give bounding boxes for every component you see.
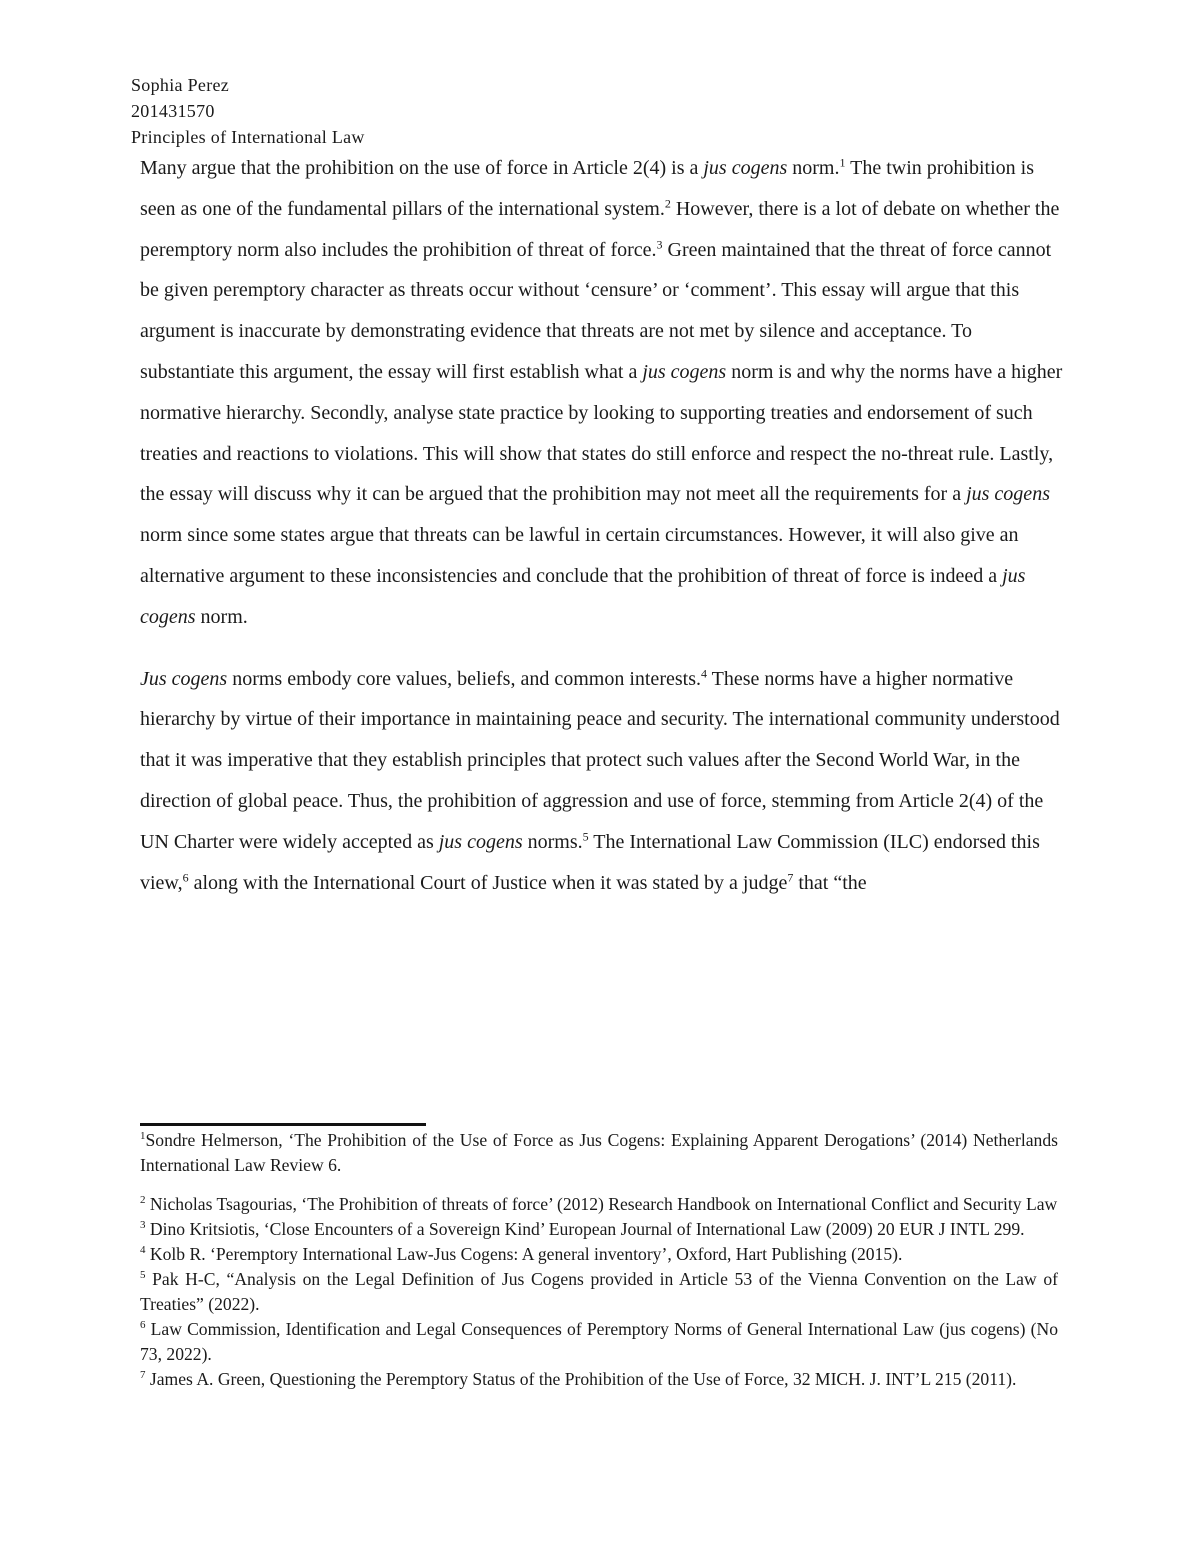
- essay-body: [140, 148, 1065, 903]
- footnote-text: Nicholas Tsagourias, ‘The Prohibition of threats of force’ (2012) Research Handbook on International Conflict and Security Law: [145, 1194, 1058, 1214]
- text-run: These norms have a higher normative hierarchy by virtue of their importance in maintaining peace and security. The international community understood that it was imperative that they establish principles that protect such values after the Second World War, in the direction of global peace. Thus, the prohibition of aggression and use of force, stemming from Article 2(4) of the UN Charter were widely accepted as: [140, 667, 1060, 853]
- footnote-number: 7: [140, 1369, 146, 1382]
- text-run: norms.: [522, 830, 583, 853]
- paragraph-intro: [140, 148, 1065, 638]
- text-run: norm is and why the norms have a higher normative hierarchy. Secondly, analyse state practice by looking to supporting treaties and endorsement of such treaties and reactions to violations. This will show that states do still enforce and respect the no-threat rule. Lastly, the essay will discuss why it can be argued that the prohibition may not meet all the requirements for a: [140, 360, 1063, 506]
- footnote-text: Pak H-C, “Analysis on the Legal Definition of Jus Cogens provided in Article 53 of the Vienna Convention on the Law of Treaties” (2022).: [140, 1269, 1058, 1314]
- text-run: norm since some states argue that threats can be lawful in certain circumstances. However, it will also give an alternative argument to these inconsistencies and conclude that the prohibition of threat of force is indeed a: [140, 524, 1019, 587]
- text-run: along with the International Court of Justice when it was stated by a judge: [188, 871, 788, 894]
- footnote-number: 1: [140, 1130, 146, 1143]
- text-run: norm.: [195, 605, 248, 628]
- footnote-number: 4: [140, 1244, 146, 1257]
- footnote-number: 6: [140, 1319, 146, 1332]
- footnote-6: [140, 1317, 1058, 1367]
- footnote-ref-5[interactable]: 5: [582, 829, 589, 844]
- text-run: However, there is a lot of debate on whether the peremptory norm also includes the prohibition of threat of force.: [140, 197, 1060, 261]
- footnote-4: [140, 1242, 1058, 1267]
- footnote-text: Dino Kritsiotis, ‘Close Encounters of a Sovereign Kind’ European Journal of International Law (2009) 20 EUR J INTL 299.: [145, 1219, 1025, 1239]
- footnote-7: [140, 1367, 1058, 1392]
- footnote-separator: [140, 1123, 426, 1126]
- text-run: norms embody core values, beliefs, and common interests.: [227, 667, 701, 690]
- italic-term: jus cogens: [966, 483, 1050, 506]
- footnote-ref-2[interactable]: 2: [664, 196, 671, 211]
- text-run: norm.: [787, 157, 840, 179]
- footnote-number: 5: [140, 1269, 146, 1282]
- footnote-text: Sondre Helmerson, ‘The Prohibition of the Use of Force as Jus Cogens: Explaining Apparent Derogations’ (2014) Netherlands International Law Review 6.: [140, 1130, 1058, 1175]
- italic-term: Jus cogens: [140, 667, 228, 690]
- footnote-ref-6[interactable]: 6: [182, 869, 189, 884]
- footnote-5: [140, 1267, 1058, 1317]
- footnote-number: 3: [140, 1219, 146, 1232]
- footnote-ref-1[interactable]: 1: [839, 155, 846, 170]
- course-title: Principles of International Law: [131, 127, 365, 147]
- footnote-ref-4[interactable]: 4: [700, 665, 707, 680]
- footnote-number: 2: [140, 1194, 146, 1207]
- footnote-3: [140, 1217, 1058, 1242]
- footnote-text: James A. Green, Questioning the Peremptory Status of the Prohibition of the Use of Force, 32 MICH. J. INT’L 215 (2011).: [145, 1369, 1017, 1389]
- footnotes: [140, 1128, 1058, 1392]
- italic-term: jus cogens: [438, 830, 523, 853]
- header-block: [131, 72, 365, 150]
- text-run: The twin prohibition is seen as one of the fundamental pillars of the international system.: [140, 157, 1034, 220]
- footnote-ref-3[interactable]: 3: [656, 236, 663, 251]
- text-run: Many argue that the prohibition on the use of force in Article 2(4) is a: [140, 157, 704, 179]
- italic-term: jus cogens: [642, 360, 727, 383]
- footnote-1: [140, 1128, 1058, 1178]
- text-run: The International Law Commission (ILC) endorsed this view,: [140, 830, 1040, 894]
- author-name: Sophia Perez: [131, 75, 230, 95]
- footnote-text: Law Commission, Identification and Legal Consequences of Peremptory Norms of General International Law (jus cogens) (No 73, 2022).: [140, 1319, 1058, 1364]
- italic-term: jus cogens: [703, 157, 788, 179]
- text-run: Green maintained that the threat of force cannot be given peremptory character as threats occur without ‘censure’ or ‘comment’. This essay will argue that this argument is inaccurate by demonstrating evidence that threats are not met by silence and acceptance. To substantiate this argument, the essay will first establish what a: [140, 238, 1052, 383]
- footnote-2: [140, 1192, 1058, 1217]
- text-run: that “the: [793, 871, 867, 894]
- student-id: 201431570: [131, 101, 215, 121]
- footnote-text: Kolb R. ‘Peremptory International Law-Jus Cogens: A general inventory’, Oxford, Hart Publishing (2015).: [145, 1244, 903, 1264]
- footnote-ref-7[interactable]: 7: [787, 869, 794, 884]
- paragraph-jus-cogens: [140, 659, 1065, 904]
- italic-term: jus cogens: [140, 564, 1026, 628]
